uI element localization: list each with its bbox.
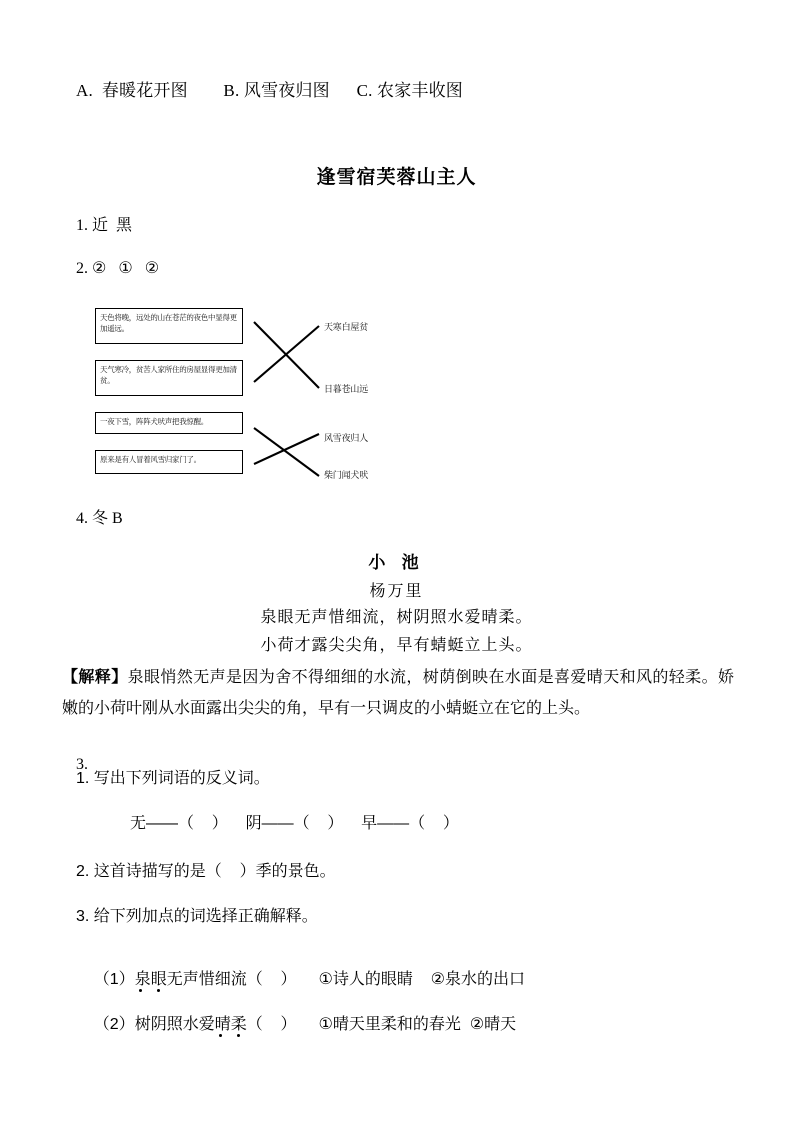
question-1-blanks[interactable]: 无——（ ） 阴——（ ） 早——（ ） [130, 815, 459, 832]
matching-label-2[interactable]: 日暮苍山远 [324, 384, 369, 394]
question-3-item-2[interactable] [76, 993, 516, 1052]
answer-options-row: A. 春暖花开图 B. 风雪夜归图 C. 农家丰收图 [76, 81, 464, 100]
poem-title: 小 池 [368, 553, 425, 572]
answer-line-1: 1. 近 黑 [76, 217, 133, 234]
explanation-tag: 【解释】 [62, 669, 128, 686]
matching-box-2[interactable]: 天气寒冷，贫苦人家所住的房屋显得更加清贫。 [95, 360, 243, 396]
matching-box-1[interactable]: 天色将晚，远处的山在苍茫的夜色中显得更加遥远。 [95, 308, 243, 344]
q3-item-1-choices[interactable]: ①诗人的眼睛 ②泉水的出口 [318, 971, 525, 988]
matching-label-1[interactable]: 天寒白屋贫 [324, 322, 369, 332]
q3-item-1-rest: 无声惜细流（ ） [166, 971, 297, 988]
poem-author: 杨万里 [369, 583, 424, 600]
explanation-body: 泉眼悄然无声是因为舍不得细细的水流，树荫倒映在水面是喜爱晴天和风的轻柔。娇嫩的小荷叶刚从水面露出尖尖的角，早有一只调皮的小蜻蜓立在它的上头。 [62, 669, 734, 717]
matching-label-4[interactable]: 柴门闻犬吠 [324, 470, 369, 480]
answer-line-3-number: 3. [76, 756, 88, 773]
question-3: 3. 给下列加点的词选择正确解释。 [76, 908, 318, 925]
matching-label-3[interactable]: 风雪夜归人 [324, 433, 369, 443]
question-2[interactable]: 2. 这首诗描写的是（ ）季的景色。 [76, 863, 336, 880]
poem-explanation [62, 662, 734, 724]
q3-item-1-prefix: （1） [93, 971, 135, 988]
question-1: 1. 写出下列词语的反义词。 [76, 770, 270, 787]
answer-line-2: 2. ② ① ② [76, 260, 160, 277]
poem-line-1: 泉眼无声惜细流，树阴照水爱晴柔。 [260, 609, 533, 626]
matching-box-3[interactable]: 一夜下雪，阵阵犬吠声把我惊醒。 [95, 412, 243, 434]
q3-item-2-pre: 树阴照水爱 [134, 1016, 215, 1033]
q3-item-2-choices[interactable]: ①晴天里柔和的春光 ②晴天 [318, 1016, 517, 1033]
q3-item-2-prefix: （2） [93, 1016, 135, 1033]
q3-item-1-dotted-word: 泉眼 [134, 971, 167, 988]
q3-item-2-rest: （ ） [246, 1016, 297, 1033]
matching-box-4[interactable]: 原来是有人冒着风雪归家门了。 [95, 450, 243, 474]
poem-line-2: 小荷才露尖尖角，早有蜻蜓立上头。 [260, 637, 533, 654]
section-title-fengxue: 逢雪宿芙蓉山主人 [316, 167, 477, 188]
q3-item-2-dotted-word: 晴柔 [214, 1016, 247, 1033]
answer-line-4: 4. 冬 B [76, 510, 123, 527]
